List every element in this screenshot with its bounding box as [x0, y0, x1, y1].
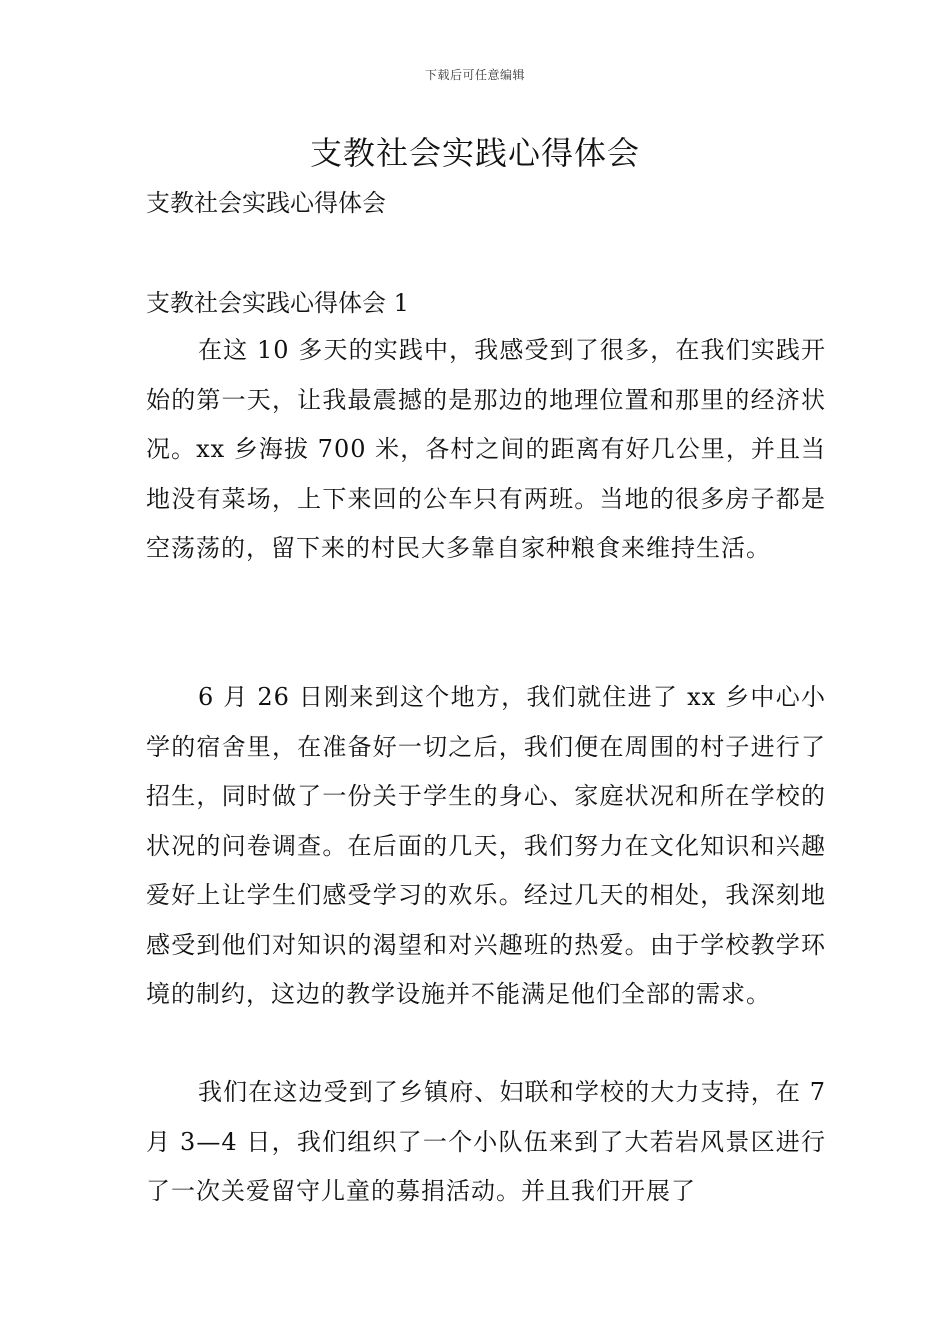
body-paragraph: 在这 10 多天的实践中，我感受到了很多，在我们实践开始的第一天，让我最震撼的是那边的地理位置和那里的经济状况。xx 乡海拔 700 米，各村之间的距离有好几公里，并且当地没有菜场，上下来回的公车只有两班。当地的很多房子都是空荡荡的，留下来的村民大多靠自家种粮食来维持生活。: [146, 336, 826, 562]
document-title: 支教社会实践心得体会: [309, 134, 640, 172]
section-heading: 支教社会实践心得体会 1: [146, 289, 409, 317]
header-note: 下载后可任意编辑: [424, 68, 525, 82]
document-subtitle: 支教社会实践心得体会: [146, 189, 386, 217]
body-paragraph: 我们在这边受到了乡镇府、妇联和学校的大力支持，在 7 月 3—4 日，我们组织了一个小队伍来到了大若岩风景区进行了一次关爱留守儿童的募捐活动。并且我们开展了: [146, 1078, 826, 1205]
body-paragraph: 6 月 26 日刚来到这个地方，我们就住进了 xx 乡中心小学的宿舍里，在准备好一切之后，我们便在周围的村子进行了招生，同时做了一份关于学生的身心、家庭状况和所在学校的状况的问卷调查。在后面的几天，我们努力在文化知识和兴趣爱好上让学生们感受学习的欢乐。经过几天的相处，我深刻地感受到他们对知识的渴望和对兴趣班的热爱。由于学校教学环境的制约，这边的教学设施并不能满足他们全部的需求。: [146, 683, 826, 1008]
